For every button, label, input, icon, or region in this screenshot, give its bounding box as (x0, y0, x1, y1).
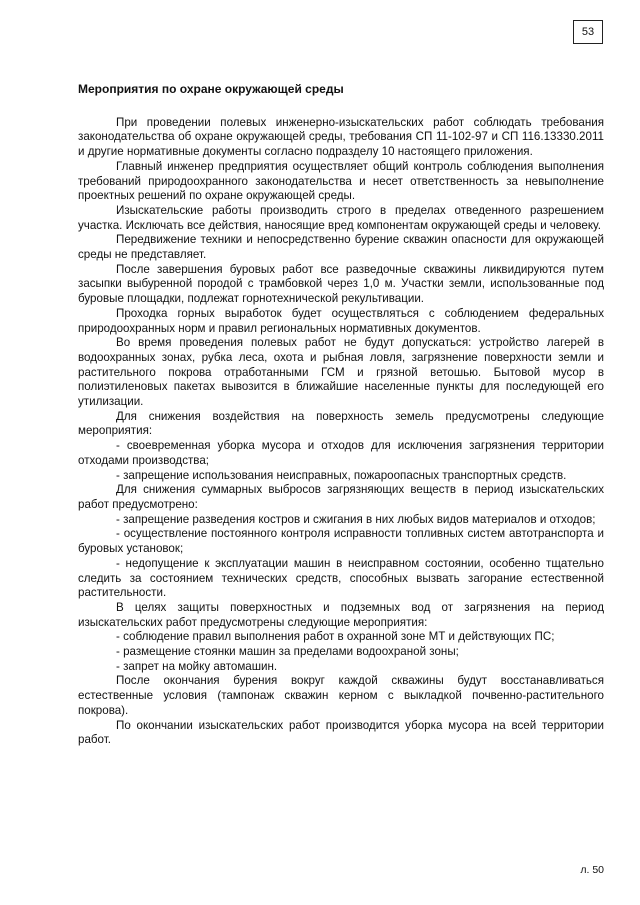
paragraph-requirements: При проведении полевых инженерно-изыскательских работ соблюдать требования законодательства об охране окружающей среды, требования СП 11-102-97 и СП 116.13330.2011 и другие нормативные документы согласно подразделу 10 настоящего приложения. (78, 115, 604, 159)
paragraph-restoration: После окончания бурения вокруг каждой скважины будут восстанавливаться естественные условия (тампонаж скважин керном с выкладкой почвенно-растительного покрова). (78, 674, 604, 717)
list-item: - запрет на мойку автомашин. (116, 659, 278, 673)
list-item: - запрещение использования неисправных, пожароопасных транспортных средств. (116, 468, 567, 482)
page-number-box: 53 (573, 20, 603, 44)
list-item: - размещение стоянки машин за пределами водоохраной зоны; (116, 645, 459, 659)
document-body (78, 82, 604, 748)
paragraph-water: В целях защиты поверхностных и подземных вод от загрязнения на период изыскательских работ предусмотрены следующие мероприятия: (78, 600, 604, 629)
paragraph-land-measures: Для снижения воздействия на поверхность земель предусмотрены следующие мероприятия: (78, 409, 604, 438)
list-item: - осуществление постоянного контроля исправности топливных систем автотранспорта и буровых установок; (78, 527, 604, 556)
paragraph-chief-engineer: Главный инженер предприятия осуществляет общий контроль соблюдения выполнения требований природоохранного законодательства и несет ответственность за невыполнение проектных решений по охране окружающей среды. (78, 159, 604, 203)
paragraph-allotted-area: Изыскательские работы производить строго в пределах отведенного разрешением участка. Исключать все действия, наносящие вред компонентам окружающей среды и человеку. (78, 203, 604, 232)
paragraph-cleanup: По окончании изыскательских работ производится уборка мусора на всей территории работ. (78, 718, 604, 747)
paragraph-equipment: Передвижение техники и непосредственно бурение скважин опасности для окружающей среды не представляет. (78, 233, 604, 262)
list-item: - запрещение разведения костров и сжигания в них любых видов материалов и отходов; (116, 512, 596, 526)
paragraph-mining: Проходка горных выработок будет осуществляться с соблюдением федеральных природоохранных норм и правил региональных нормативных документов. (78, 306, 604, 335)
footer-page-number: л. 50 (580, 864, 604, 876)
paragraph-well-liquidation: После завершения буровых работ все разведочные скважины ликвидируются путем засыпки выбуренной породой с трамбовкой через 1,0 м. Участки земли, использованные под буровые площадки, подлежат горнотехнической рекультивации. (78, 262, 604, 306)
list-item: - своевременная уборка мусора и отходов для исключения загрязнения территории отходами производства; (78, 439, 604, 467)
list-item: - соблюдение правил выполнения работ в охранной зоне МТ и действующих ПС; (116, 630, 555, 644)
list-item: - недопущение к эксплуатации машин в неисправном состоянии, особенно тщательно следить за состоянием технических средств, способных вызвать загорание естественной растительности. (78, 556, 604, 600)
paragraph-prohibitions: Во время проведения полевых работ не будут допускаться: устройство лагерей в водоохранных зонах, рубка леса, охота и рыбная ловля, загрязнение поверхности земли и растительного покрова отработанными ГСМ и грязной ветошью. Бытовой мусор в полиэтиленовых пакетах вывозится в ближайшие населенные пункты для последующей его утилизации. (78, 336, 604, 409)
section-title: Мероприятия по охране окружающей среды (78, 82, 344, 96)
paragraph-emissions: Для снижения суммарных выбросов загрязняющих веществ в период изыскательских работ предусмотрено: (78, 483, 604, 511)
